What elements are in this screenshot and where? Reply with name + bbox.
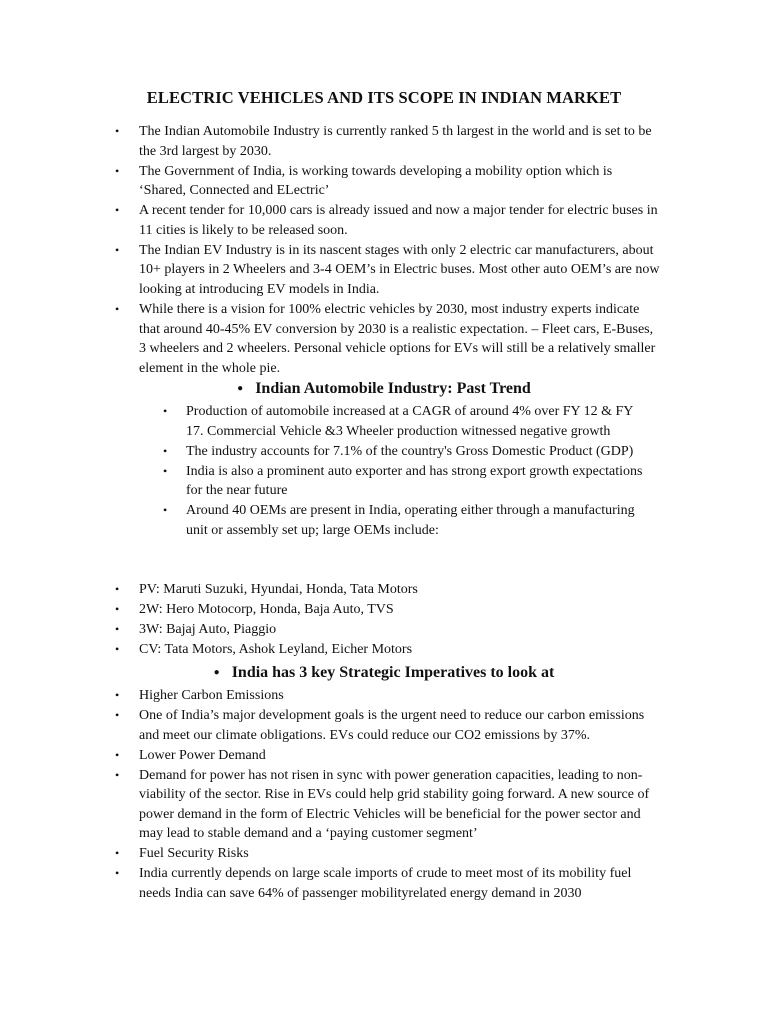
list-item-text: The Government of India, is working towards developing a mobility option which is ‘Shared, Connected and ELectric’	[139, 163, 613, 199]
oem-bullet-list	[0, 580, 768, 660]
list-item-text: The Indian Automobile Industry is currently ranked 5 th largest in the world and is set to be the 3rd largest by 2030.	[139, 124, 652, 159]
list-item-text: While there is a vision for 100% electric vehicles by 2030, most industry experts indicate that around 40-45% EV conversion by 2030 is a realistic expectation. – Fleet cars, E-Buses, 3 wheelers and 2 wheelers. Personal vehicle options for EVs will still be a relatively smaller element in the whole pie.	[139, 301, 656, 376]
strategic-bullet-list	[0, 686, 768, 904]
list-item	[0, 122, 660, 161]
list-item	[0, 201, 660, 240]
bullet-icon: •	[115, 707, 120, 722]
bullet-icon: •	[163, 443, 168, 458]
bullet-icon: •	[115, 124, 120, 138]
section-heading-past-trend	[0, 380, 768, 398]
list-item-text: CV: Tata Motors, Ashok Leyland, Eicher Motors	[139, 641, 413, 657]
bullet-icon: •	[115, 621, 120, 636]
list-item-text: India is also a prominent auto exporter and has strong export growth expectations for the near future	[186, 463, 643, 499]
list-item-text: Lower Power Demand	[139, 747, 266, 763]
list-item	[0, 620, 660, 640]
list-item	[0, 686, 660, 706]
bullet-icon: •	[115, 163, 120, 178]
list-item	[0, 580, 660, 600]
bullet-icon: •	[115, 767, 120, 782]
list-item-text: The Indian EV Industry is in its nascent stages with only 2 electric car manufacturers, about 10+ players in 2 Wheelers and 3-4 OEM’s in Electric buses. Most other auto OEM’s are now looking at introducing EV models in India.	[139, 242, 660, 297]
list-item-text: India currently depends on large scale imports of crude to meet most of its mobility fuel needs India can save 64% of passenger mobilityrelated energy demand in 2030	[139, 866, 632, 901]
list-item-text: The industry accounts for 7.1% of the country's Gross Domestic Product (GDP)	[186, 443, 634, 459]
section-heading-text: Indian Automobile Industry: Past Trend	[255, 380, 531, 397]
list-item-text: Production of automobile increased at a CAGR of around 4% over FY 12 & FY 17. Commercial Vehicle &3 Wheeler production witnessed negative growth	[186, 404, 633, 439]
list-item	[0, 241, 660, 300]
past-trend-sub-list	[0, 402, 768, 541]
list-item-text: Fuel Security Risks	[139, 846, 249, 862]
bullet-icon: •	[115, 866, 120, 881]
list-item	[0, 501, 648, 540]
list-item-text: Around 40 OEMs are present in India, operating either through a manufacturing unit or assembly set up; large OEMs include:	[186, 503, 635, 538]
list-item	[0, 600, 660, 620]
list-item-text: Higher Carbon Emissions	[139, 688, 284, 703]
bullet-icon: •	[115, 747, 120, 762]
section-heading-text: India has 3 key Strategic Imperatives to look at	[231, 664, 555, 681]
heading-bullet-icon: ●	[237, 383, 244, 394]
list-item	[0, 162, 660, 201]
list-item-text: 3W: Bajaj Auto, Piaggio	[139, 621, 277, 637]
list-item	[0, 746, 660, 766]
list-item	[0, 706, 660, 745]
list-item-text: 2W: Hero Motocorp, Honda, Baja Auto, TVS	[139, 601, 394, 617]
list-item	[0, 402, 648, 441]
section-heading-strategic-imperatives	[0, 664, 768, 682]
list-item	[0, 442, 648, 462]
list-item	[0, 844, 660, 864]
list-item-text: One of India’s major development goals is the urgent need to reduce our carbon emissions and meet our climate obligations. EVs could reduce our CO2 emissions by 37%.	[139, 707, 645, 743]
intro-bullet-list	[0, 122, 768, 379]
bullet-icon: •	[115, 641, 120, 656]
bullet-icon: •	[115, 203, 120, 218]
list-item	[0, 640, 660, 660]
list-item	[0, 766, 660, 844]
heading-bullet-icon: ●	[213, 667, 220, 678]
bullet-icon: •	[115, 688, 120, 702]
list-item	[0, 864, 660, 903]
list-item-text: A recent tender for 10,000 cars is already issued and now a major tender for electric buses in 11 cities is likely to be released soon.	[139, 203, 658, 238]
list-item-text: Demand for power has not risen in sync with power generation capacities, leading to non- viability of the sector. Rise in EVs could help grid stability going forward. A new source of power demand in the form of Electric Vehicles will be beneficial for the power sector and may lead to stable demand and a ‘paying customer segment’	[139, 767, 650, 842]
bullet-icon: •	[163, 503, 168, 518]
list-item	[0, 462, 648, 501]
document-title: ELECTRIC VEHICLES AND ITS SCOPE IN INDIAN MARKET	[146, 88, 622, 107]
list-item-text: PV: Maruti Suzuki, Hyundai, Honda, Tata Motors	[139, 582, 418, 597]
bullet-icon: •	[163, 463, 168, 478]
bullet-icon: •	[115, 846, 120, 861]
bullet-icon: •	[115, 301, 120, 316]
bullet-icon: •	[115, 242, 120, 257]
bullet-icon: •	[163, 404, 168, 418]
bullet-icon: •	[115, 582, 120, 596]
list-item	[0, 300, 660, 378]
bullet-icon: •	[115, 601, 120, 616]
